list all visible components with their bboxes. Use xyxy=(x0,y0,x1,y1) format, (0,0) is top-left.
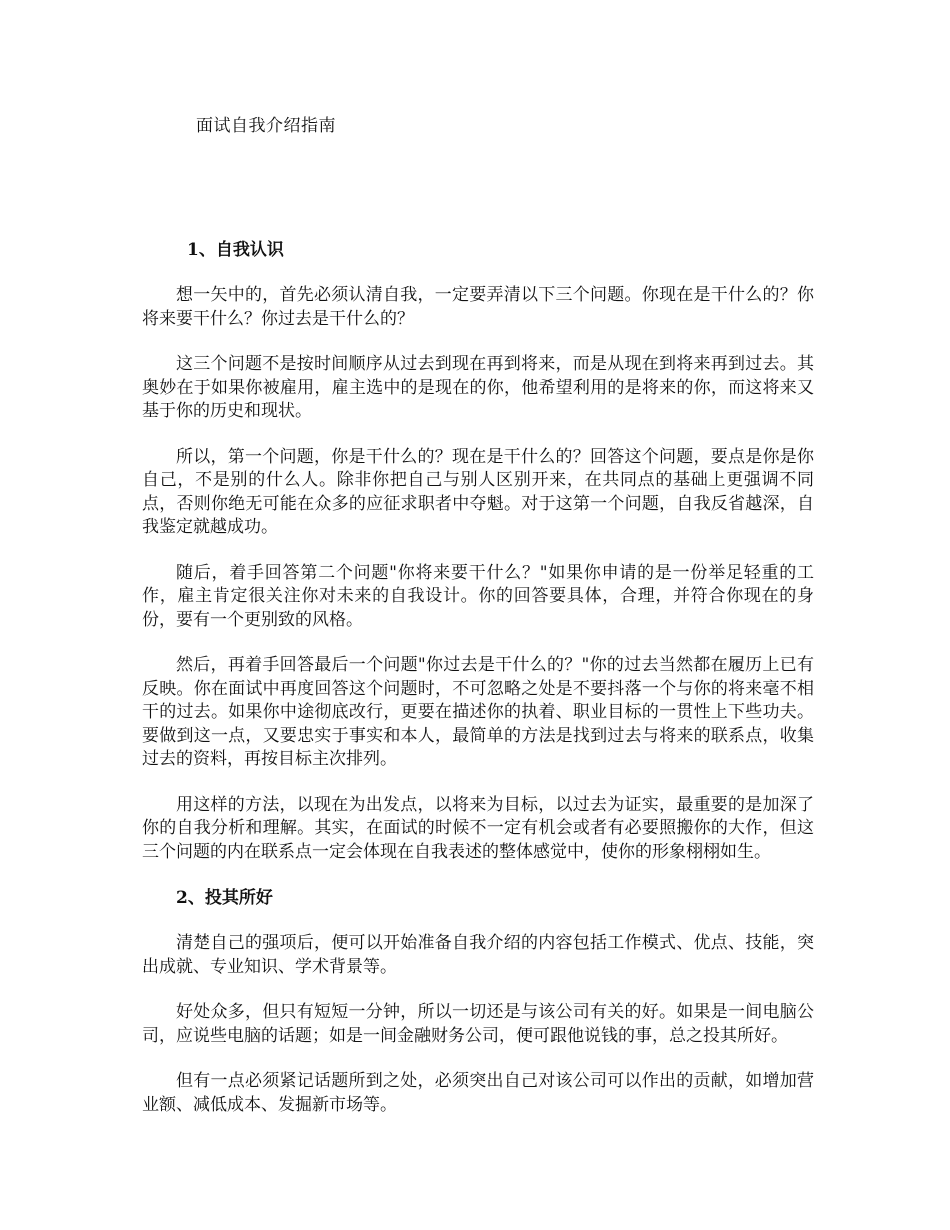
document-title: 面试自我介绍指南 xyxy=(196,116,336,136)
paragraph: 好处众多，但只有短短一分钟，所以一切还是与该公司有关的好。如果是一间电脑公司，应说些电脑的话题；如是一间金融财务公司，便可跟他说钱的事，总之投其所好。 xyxy=(142,1002,814,1046)
document-body xyxy=(142,238,814,1117)
paragraph: 清楚自己的强项后，便可以开始准备自我介绍的内容包括工作模式、优点、技能，突出成就、专业知识、学术背景等。 xyxy=(142,933,814,977)
paragraph: 这三个问题不是按时间顺序从过去到现在再到将来，而是从现在到将来再到过去。其奥妙在于如果你被雇用，雇主选中的是现在的你，他希望利用的是将来的你，而这将来又基于你的历史和现状。 xyxy=(142,354,814,421)
section-self-awareness xyxy=(142,238,814,864)
section-gap xyxy=(142,864,814,886)
paragraph: 但有一点必须紧记话题所到之处，必须突出自己对该公司可以作出的贡献，如增加营业额、减低成本、发掘新市场等。 xyxy=(142,1071,814,1115)
section-tailor-to-employer xyxy=(142,886,814,1117)
paragraph: 随后，着手回答第二个问题"你将来要干什么？"如果你申请的是一份举足轻重的工作，雇主肯定很关注你对未来的自我设计。你的回答要具体，合理，并符合你现在的身份，要有一个更别致的风格。 xyxy=(142,562,814,630)
paragraph: 然后，再着手回答最后一个问题"你过去是干什么的？"你的过去当然都在履历上已有反映。你在面试中再度回答这个问题时，不可忽略之处是不要抖落一个与你的将来毫不相干的过去。如果你中途彻底改行，更要在描述你的执着、职业目标的一贯性上下些功夫。要做到这一点，又要忠实于事实和本人，最简单的方法是找到过去与将来的联系点，收集过去的资料，再按目标主次排列。 xyxy=(142,655,814,769)
paragraph: 所以，第一个问题，你是干什么的？现在是干什么的？回答这个问题，要点是你是你自己，不是别的什么人。除非你把自己与别人区别开来，在共同点的基础上更强调不同点，否则你绝无可能在众多的应征求职者中夺魁。对于这第一个问题，自我反省越深，自我鉴定就越成功。 xyxy=(142,446,814,537)
section-heading: 1、自我认识 xyxy=(187,240,284,260)
paragraph: 想一矢中的，首先必须认清自我，一定要弄清以下三个问题。你现在是干什么的？你将来要干什么？你过去是干什么的？ xyxy=(142,285,814,329)
section-heading: 2、投其所好 xyxy=(176,888,273,908)
paragraph: 用这样的方法，以现在为出发点，以将来为目标，以过去为证实，最重要的是加深了你的自我分析和理解。其实，在面试的时候不一定有机会或者有必要照搬你的大作，但这三个问题的内在联系点一定会体现在自我表述的整体感觉中，使你的形象栩栩如生。 xyxy=(142,794,814,862)
